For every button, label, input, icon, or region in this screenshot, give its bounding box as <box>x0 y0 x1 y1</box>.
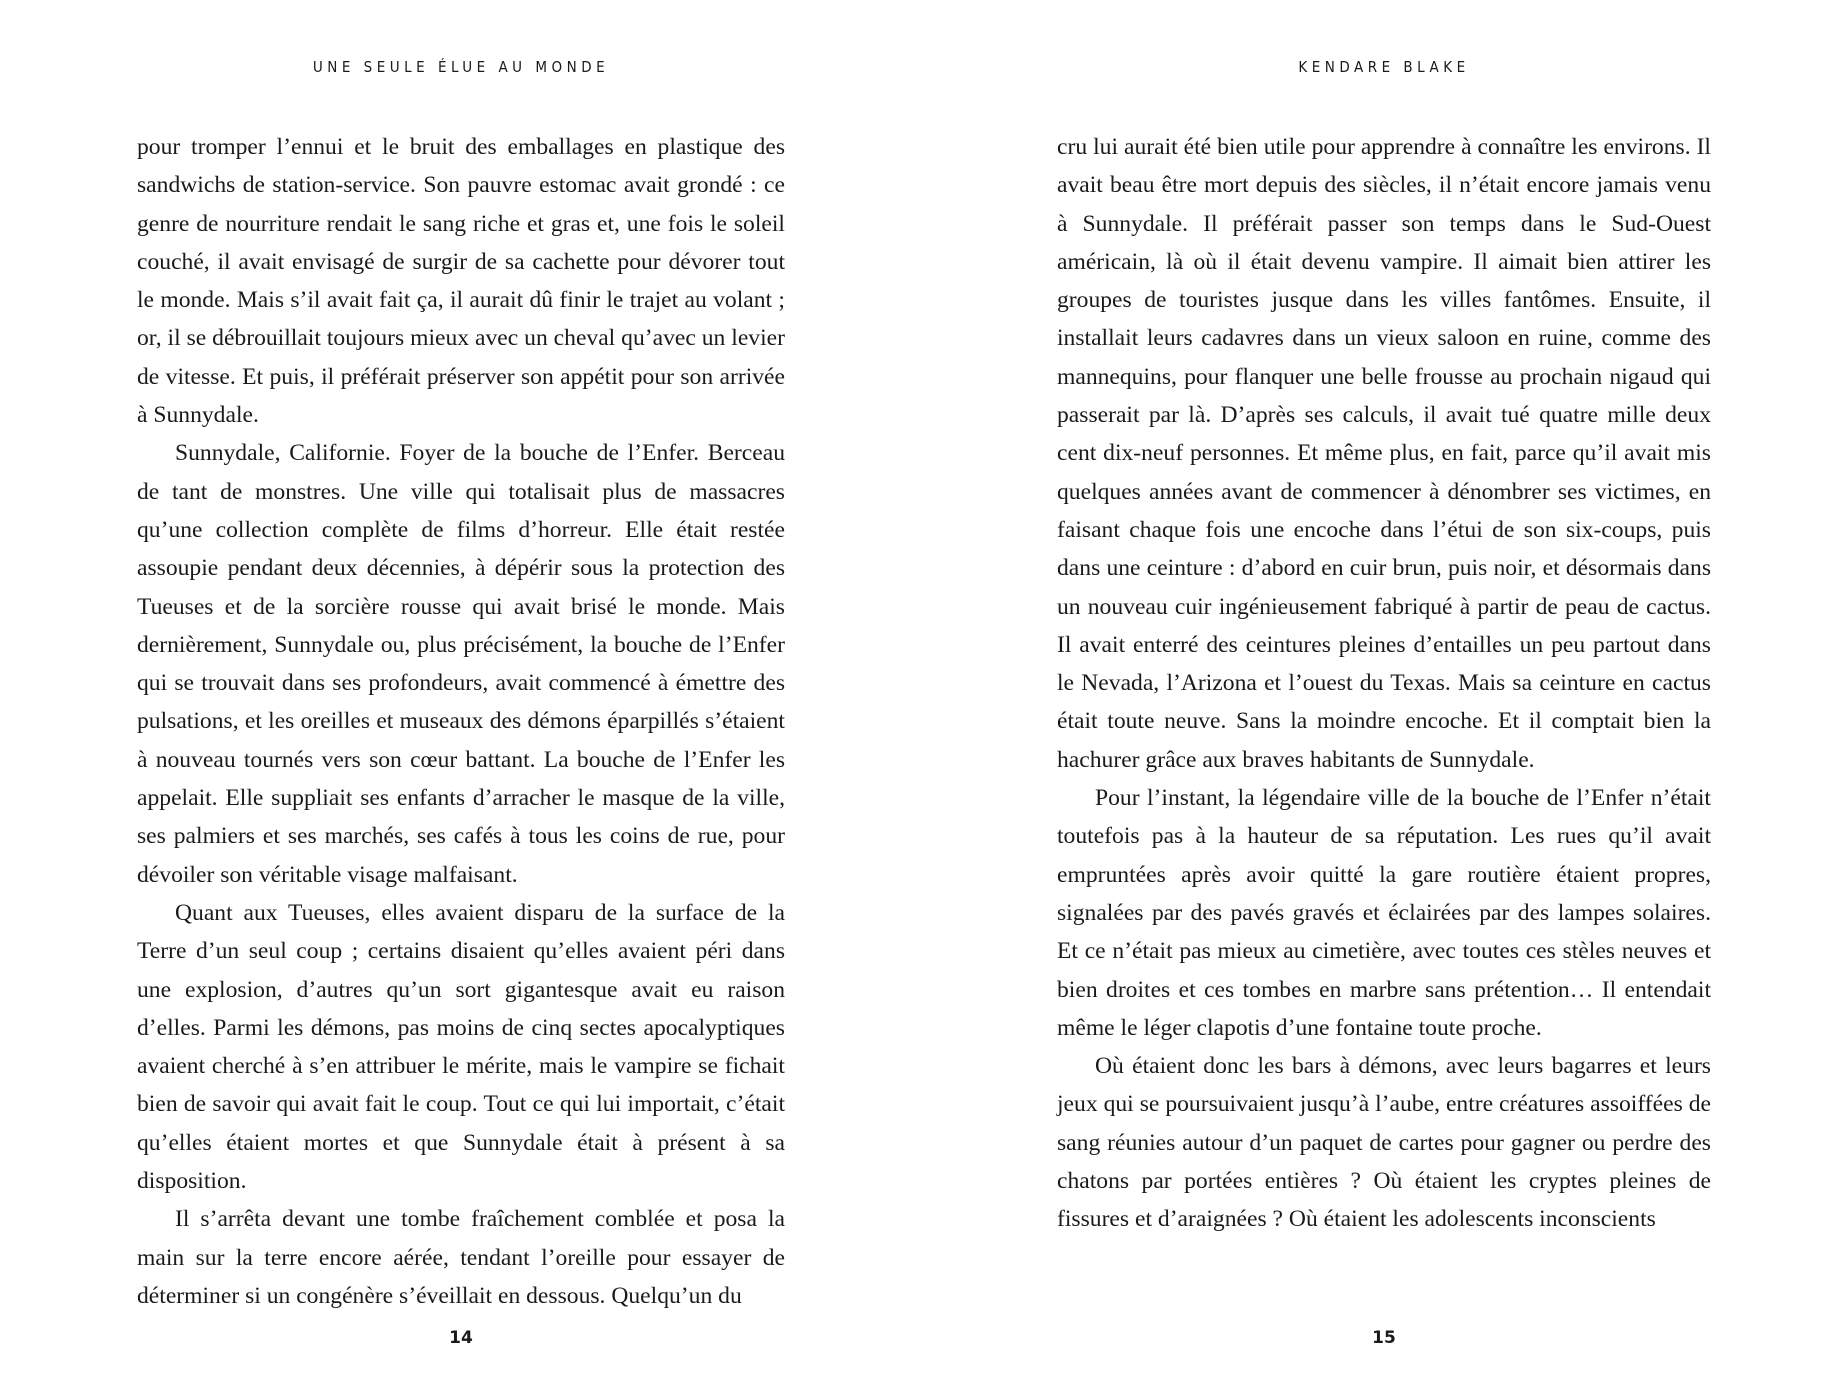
paragraph: Il s’arrêta devant une tombe fraîchement comblée et posa la main sur la terre encore aérée, tendant l’oreille pour essayer de déterminer si un congénère s’éveillait en dessous. Quelqu’un du <box>137 1206 785 1309</box>
right-page <box>913 0 1826 1400</box>
paragraph: Quant aux Tueuses, elles avaient disparu de la surface de la Terre d’un seul coup ; certains disaient qu’elles avaient péri dans une explosion, d’autres qu’un sort gigantesque avait eu raison d’elles. Parmi les démons, pas moins de cinq sectes apocalyptiques avaient cherché à s’en attribuer le mérite, mais le vampire se fichait bien de savoir qui avait fait le coup. Tout ce qui lui importait, c’était qu’elles étaient mortes et que Sunnydale était à présent à sa disposition. <box>137 899 785 1195</box>
paragraph: Pour l’instant, la légendaire ville de la bouche de l’Enfer n’était toutefois pas à la hauteur de sa réputation. Les rues qu’il avait empruntées après avoir quitté la gare routière étaient propres, signalées par des pavés gravés et éclairées par des lampes solaires. Et ce n’était pas mieux au cimetière, avec toutes ces stèles neuves et bien droites et ces tombes en marbre sans prétention… Il entendait même le léger clapotis d’une fontaine toute proche. <box>1057 785 1711 1041</box>
page-number: 15 <box>1372 1328 1396 1348</box>
running-head-author: KENDARE BLAKE <box>1298 58 1470 76</box>
paragraph: pour tromper l’ennui et le bruit des emballages en plastique des sandwichs de station-service. Son pauvre estomac avait grondé : ce genre de nourriture rendait le sang riche et gras et, une fois le soleil couché, il avait envisagé de surgir de sa cachette pour dévorer tout le monde. Mais s’il avait fait ça, il aurait dû finir le trajet au volant ; or, il se débrouillait toujours mieux avec un cheval qu’avec un levier de vitesse. Et puis, il préférait préserver son appétit pour son arrivée à Sunnydale. <box>137 134 785 429</box>
body-text <box>137 128 785 1315</box>
paragraph: cru lui aurait été bien utile pour apprendre à connaître les environs. Il avait beau être mort depuis des siècles, il n’était encore jamais venu à Sunnydale. Il préférait passer son temps dans le Sud-Ouest américain, là où il était devenu vampire. Il aimait bien attirer les groupes de touristes jusque dans les villes fantômes. Ensuite, il installait leurs cadavres dans un vieux saloon en ruine, comme des mannequins, pour flanquer une belle frousse au prochain nigaud qui passerait par là. D’après ses calculs, il avait tué quatre mille deux cent dix-neuf personnes. Et même plus, en fait, parce qu’il avait mis quelques années avant de commencer à dénombrer ses victimes, en faisant chaque fois une encoche dans l’étui de son six-coups, puis dans une ceinture : d’abord en cuir brun, puis noir, et désormais dans un nouveau cuir ingénieusement fabriqué à partir de peau de cactus. Il avait enterré des ceintures pleines d’entailles un peu partout dans le Nevada, l’Arizona et l’ouest du Texas. Mais sa ceinture en cactus était toute neuve. Sans la moindre encoche. Et il comptait bien la hachurer grâce aux braves habitants de Sunnydale. <box>1057 134 1711 773</box>
body-text <box>1057 128 1711 1239</box>
page-number: 14 <box>449 1328 473 1348</box>
running-head-book-title: UNE SEULE ÉLUE AU MONDE <box>312 58 610 76</box>
paragraph: Sunnydale, Californie. Foyer de la bouche de l’Enfer. Berceau de tant de monstres. Une ville qui totalisait plus de massacres qu’une collection complète de films d’horreur. Elle était restée assoupie pendant deux décennies, à dépérir sous la protection des Tueuses et de la sorcière rousse qui avait brisé le monde. Mais dernièrement, Sunnydale ou, plus précisément, la bouche de l’Enfer qui se trouvait dans ses profondeurs, avait commencé à émettre des pulsations, et les oreilles et museaux des démons éparpillés s’étaient à nouveau tournés vers son cœur battant. La bouche de l’Enfer les appelait. Elle suppliait ses enfants d’arracher le masque de la ville, ses palmiers et ses marchés, ses cafés à tous les coins de rue, pour dévoiler son véritable visage malfaisant. <box>137 440 785 888</box>
paragraph: Où étaient donc les bars à démons, avec leurs bagarres et leurs jeux qui se poursuivaient jusqu’à l’aube, entre créatures assoiffées de sang réunies autour d’un paquet de cartes pour gagner ou perdre des chatons par portées entières ? Où étaient les cryptes pleines de fissures et d’araignées ? Où étaient les adolescents inconscients <box>1057 1053 1711 1233</box>
